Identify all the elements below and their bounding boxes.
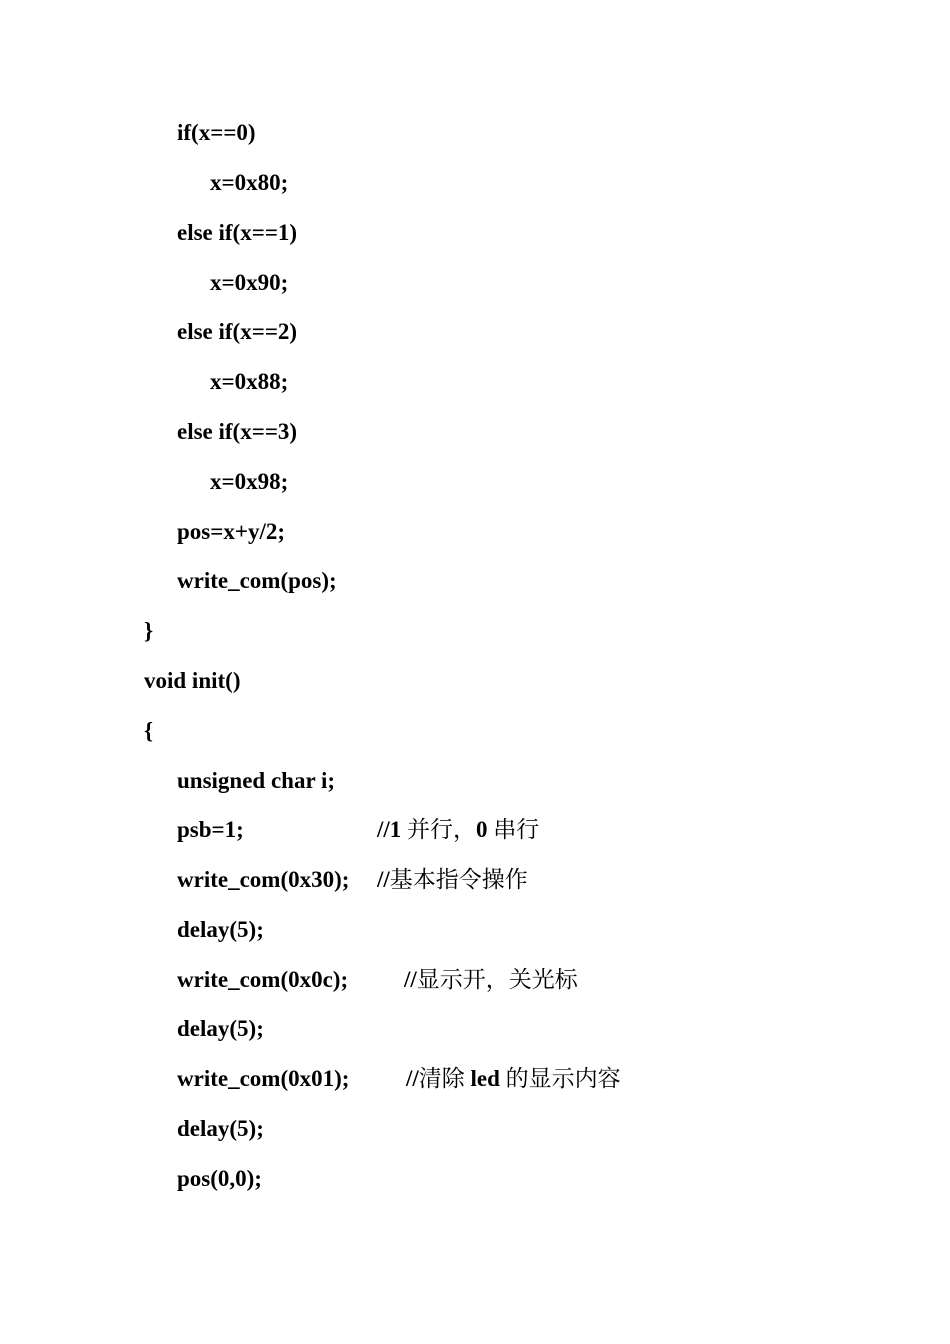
code-line: x=0x80; bbox=[210, 170, 289, 195]
code-line: else if(x==3) bbox=[177, 419, 298, 444]
comment-text: 并行， bbox=[401, 817, 477, 842]
comment-slashes: // bbox=[404, 967, 417, 992]
comment-slashes: // bbox=[377, 867, 390, 892]
comment-text: 串行 bbox=[487, 817, 540, 842]
code-comment bbox=[377, 866, 528, 894]
code-line: pos(0,0); bbox=[177, 1166, 262, 1191]
comment-text: 基本指令操作 bbox=[389, 867, 528, 892]
code-line: delay(5); bbox=[177, 1016, 264, 1041]
comment-slashes: // bbox=[377, 817, 390, 842]
code-line: write_com(pos); bbox=[177, 568, 337, 593]
comment-text: 的显示内容 bbox=[499, 1066, 621, 1091]
code-line: x=0x90; bbox=[210, 270, 289, 295]
code-line: x=0x88; bbox=[210, 369, 289, 394]
code-line: write_com(0x30); bbox=[177, 867, 350, 892]
code-comment bbox=[404, 966, 578, 994]
code-line: unsigned char i; bbox=[177, 768, 336, 793]
code-comment bbox=[377, 816, 539, 844]
code-line: delay(5); bbox=[177, 1116, 264, 1141]
code-line: else if(x==1) bbox=[177, 220, 298, 245]
code-line: delay(5); bbox=[177, 917, 264, 942]
comment-number: 0 bbox=[476, 817, 488, 842]
code-line: } bbox=[144, 618, 154, 643]
comment-text: 清除 bbox=[418, 1066, 471, 1091]
code-line: write_com(0x01); bbox=[177, 1066, 350, 1091]
code-line: pos=x+y/2; bbox=[177, 519, 286, 544]
code-comment bbox=[406, 1065, 621, 1093]
code-line: void init() bbox=[144, 668, 241, 693]
comment-text: 显示开，关光标 bbox=[416, 967, 578, 992]
comment-number: 1 bbox=[389, 817, 402, 842]
code-line: { bbox=[144, 718, 154, 743]
code-line: if(x==0) bbox=[177, 120, 256, 145]
comment-keyword: led bbox=[470, 1066, 500, 1091]
code-line: x=0x98; bbox=[210, 469, 289, 494]
code-line: write_com(0x0c); bbox=[177, 967, 349, 992]
comment-slashes: // bbox=[406, 1066, 419, 1091]
code-line: psb=1; bbox=[177, 817, 244, 842]
code-line: else if(x==2) bbox=[177, 319, 298, 344]
